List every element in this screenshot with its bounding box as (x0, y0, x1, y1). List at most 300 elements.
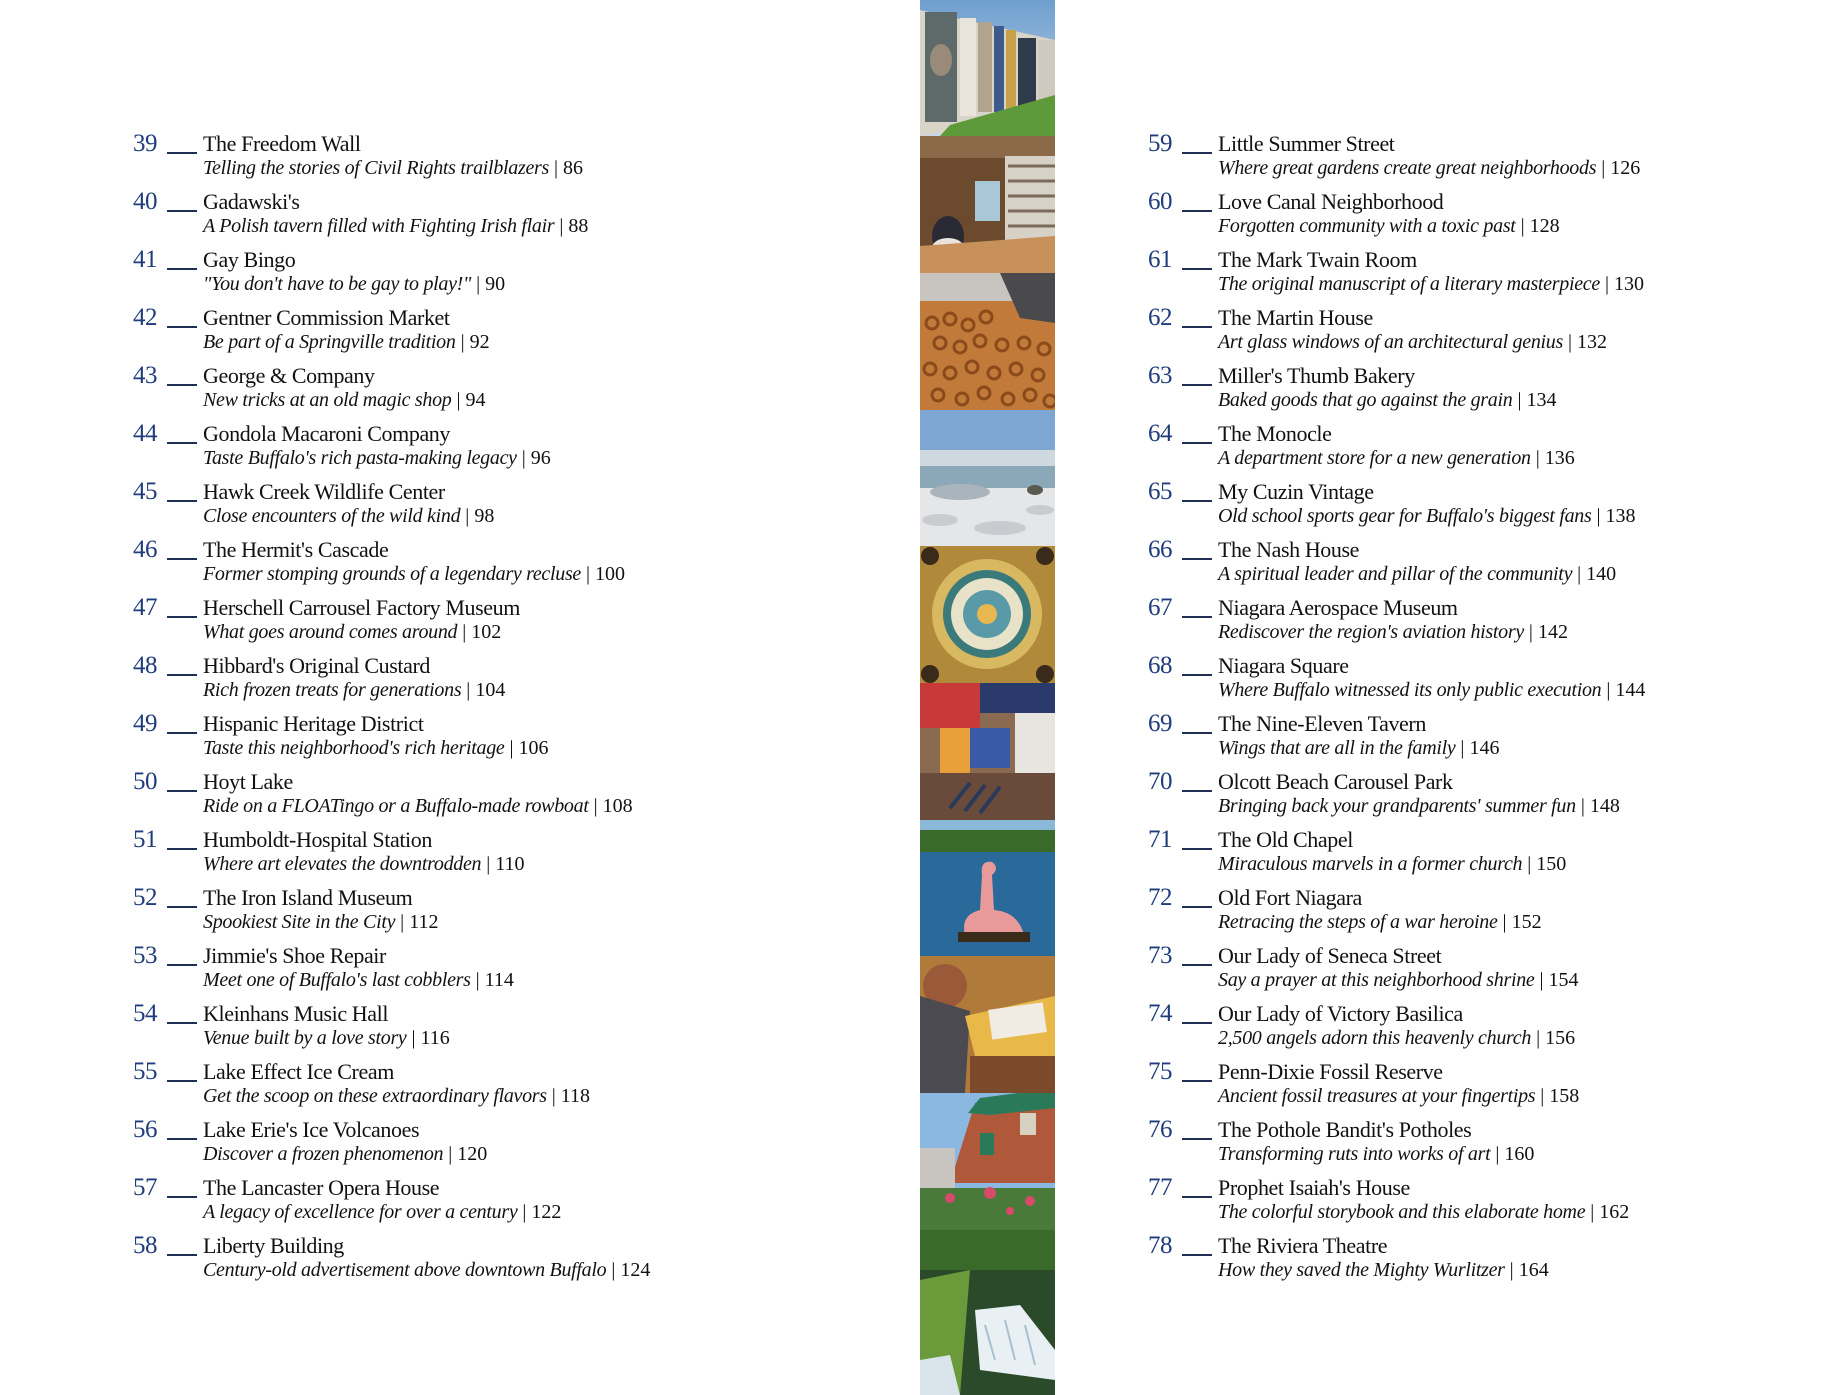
separator: | (593, 795, 598, 817)
separator: | (1540, 1085, 1545, 1107)
entry-subtitle (1218, 1085, 1579, 1107)
entry-title: George & Company (203, 363, 375, 388)
entry-subtitle (1218, 505, 1636, 527)
vintage-clothing-shop-photo (920, 683, 1055, 820)
separator: | (466, 679, 471, 701)
page-number: 90 (485, 273, 506, 295)
separator: | (551, 1085, 556, 1107)
entry-title: The Nash House (1218, 537, 1360, 562)
page-number: 116 (420, 1027, 450, 1049)
entry-title: The Lancaster Opera House (203, 1175, 440, 1200)
entry-description: A Polish tavern filled with Fighting Irish flair (203, 215, 555, 237)
toc-entry[interactable] (1148, 885, 1838, 943)
page-number: 124 (620, 1259, 651, 1281)
entry-title: Humboldt-Hospital Station (203, 827, 432, 852)
entry-description: Close encounters of the wild kind (203, 505, 461, 527)
separator: | (1528, 621, 1533, 643)
toc-entry[interactable] (133, 1001, 853, 1059)
page-number: 122 (531, 1201, 562, 1223)
page-number: 108 (602, 795, 633, 817)
leader-line (167, 964, 197, 966)
leader-line (167, 616, 197, 618)
page-number: 128 (1529, 215, 1560, 237)
entry-subtitle (1218, 795, 1620, 817)
entry-description: Ride on a FLOATingo or a Buffalo-made rowboat (203, 795, 589, 817)
page-number: 126 (1610, 157, 1641, 179)
toc-entry[interactable] (133, 1117, 853, 1175)
entry-number: 42 (133, 304, 157, 331)
toc-entry[interactable] (1148, 1059, 1838, 1117)
page-number: 150 (1536, 853, 1567, 875)
tavern-interior-photo (920, 136, 1055, 273)
entry-description: Old school sports gear for Buffalo's biggest fans (1218, 505, 1592, 527)
toc-entry[interactable] (133, 769, 853, 827)
entry-description: Rich frozen treats for generations (203, 679, 462, 701)
separator: | (476, 273, 481, 295)
leader-line (1182, 848, 1212, 850)
entry-description: Former stomping grounds of a legendary recluse (203, 563, 582, 585)
entry-number: 59 (1148, 130, 1172, 157)
entry-subtitle (203, 157, 583, 179)
entry-number: 54 (133, 1000, 157, 1027)
separator: | (448, 1143, 453, 1165)
entry-number: 77 (1148, 1174, 1172, 1201)
toc-entry[interactable] (1148, 131, 1838, 189)
entry-description: Venue built by a love story (203, 1027, 407, 1049)
entry-number: 68 (1148, 652, 1172, 679)
toc-entry[interactable] (133, 247, 853, 305)
entry-subtitle (1218, 447, 1575, 469)
entry-title: The Iron Island Museum (203, 885, 413, 910)
page-number: 114 (484, 969, 514, 991)
entry-description: Taste this neighborhood's rich heritage (203, 737, 505, 759)
leader-line (1182, 732, 1212, 734)
page-number: 164 (1518, 1259, 1549, 1281)
leader-line (1182, 210, 1212, 212)
entry-number: 73 (1148, 942, 1172, 969)
separator: | (1580, 795, 1585, 817)
entry-subtitle (203, 1259, 650, 1281)
toc-entry[interactable] (133, 363, 853, 421)
entry-number: 75 (1148, 1058, 1172, 1085)
toc-entry[interactable] (1148, 537, 1838, 595)
entry-subtitle (1218, 157, 1640, 179)
separator: | (1601, 157, 1606, 179)
entry-description: Wings that are all in the family (1218, 737, 1456, 759)
entry-description: A legacy of excellence for over a century (203, 1201, 518, 1223)
separator: | (465, 505, 470, 527)
entry-description: Century-old advertisement above downtown Buffalo (203, 1259, 607, 1281)
entry-number: 58 (133, 1232, 157, 1259)
entry-description: Say a prayer at this neighborhood shrine (1218, 969, 1535, 991)
entry-description: Telling the stories of Civil Rights trailblazers (203, 157, 550, 179)
entry-description: Baked goods that go against the grain (1218, 389, 1513, 411)
entry-subtitle (1218, 331, 1607, 353)
leader-line (1182, 1022, 1212, 1024)
leader-line (167, 906, 197, 908)
page-number: 110 (495, 853, 525, 875)
entry-title: Hispanic Heritage District (203, 711, 424, 736)
toc-entry[interactable] (133, 1059, 853, 1117)
leader-line (167, 210, 197, 212)
photo-strip (920, 0, 1055, 1395)
toc-entry[interactable] (133, 537, 853, 595)
leader-line (1182, 1080, 1212, 1082)
entry-title: Liberty Building (203, 1233, 344, 1258)
entry-number: 65 (1148, 478, 1172, 505)
entry-title: The Freedom Wall (203, 131, 361, 156)
entry-number: 64 (1148, 420, 1172, 447)
toc-entry[interactable] (1148, 421, 1838, 479)
entry-title: The Riviera Theatre (1218, 1233, 1388, 1258)
entry-subtitle (1218, 1259, 1549, 1281)
page-number: 118 (560, 1085, 591, 1107)
entry-number: 57 (133, 1174, 157, 1201)
leader-line (1182, 790, 1212, 792)
page-number: 146 (1469, 737, 1500, 759)
entry-number: 51 (133, 826, 157, 853)
leader-line (1182, 1196, 1212, 1198)
leader-line (1182, 500, 1212, 502)
separator: | (509, 737, 514, 759)
entry-description: What goes around comes around (203, 621, 458, 643)
entry-number: 62 (1148, 304, 1172, 331)
entry-subtitle (1218, 853, 1566, 875)
entry-title: The Martin House (1218, 305, 1373, 330)
entry-subtitle (203, 1201, 561, 1223)
toc-entry[interactable] (1148, 189, 1838, 247)
toc-entry[interactable] (1148, 653, 1838, 711)
page-number: 102 (471, 621, 502, 643)
toc-entry[interactable] (133, 827, 853, 885)
entry-description: Where Buffalo witnessed its only public execution (1218, 679, 1602, 701)
entry-description: Where great gardens create great neighborhoods (1218, 157, 1597, 179)
entry-subtitle (203, 1085, 590, 1107)
page-number: 132 (1576, 331, 1607, 353)
entry-number: 78 (1148, 1232, 1172, 1259)
entry-title: The Nine-Eleven Tavern (1218, 711, 1426, 736)
entry-description: Transforming ruts into works of art (1218, 1143, 1491, 1165)
entry-subtitle (1218, 215, 1560, 237)
page-number: 142 (1537, 621, 1568, 643)
separator: | (522, 1201, 527, 1223)
entry-number: 63 (1148, 362, 1172, 389)
separator: | (411, 1027, 416, 1049)
entry-title: Herschell Carrousel Factory Museum (203, 595, 520, 620)
leader-line (1182, 964, 1212, 966)
leader-line (167, 674, 197, 676)
entry-number: 60 (1148, 188, 1172, 215)
toc-entry[interactable] (133, 305, 853, 363)
entry-title: The Monocle (1218, 421, 1332, 446)
entry-title: The Pothole Bandit's Potholes (1218, 1117, 1472, 1142)
leader-line (167, 1196, 197, 1198)
separator: | (1509, 1259, 1514, 1281)
entry-description: Forgotten community with a toxic past (1218, 215, 1516, 237)
leader-line (167, 848, 197, 850)
entry-title: Prophet Isaiah's House (1218, 1175, 1410, 1200)
entry-subtitle (1218, 1143, 1534, 1165)
shoe-repair-photo (920, 956, 1055, 1093)
entry-subtitle (1218, 679, 1645, 701)
flamingo-pedal-boat-photo (920, 820, 1055, 956)
page-number: 162 (1599, 1201, 1630, 1223)
entry-number: 56 (133, 1116, 157, 1143)
entry-number: 72 (1148, 884, 1172, 911)
entry-subtitle (203, 737, 549, 759)
entry-number: 46 (133, 536, 157, 563)
entry-number: 48 (133, 652, 157, 679)
leader-line (1182, 1254, 1212, 1256)
page-number: 152 (1511, 911, 1542, 933)
entry-title: My Cuzin Vintage (1218, 479, 1374, 504)
entry-description: A department store for a new generation (1218, 447, 1531, 469)
toc-entry[interactable] (133, 1233, 853, 1291)
entry-number: 53 (133, 942, 157, 969)
entry-subtitle (203, 679, 505, 701)
entry-subtitle (203, 621, 501, 643)
page-number: 148 (1589, 795, 1620, 817)
entry-subtitle (1218, 969, 1579, 991)
leader-line (1182, 326, 1212, 328)
entry-title: Gondola Macaroni Company (203, 421, 451, 446)
entry-subtitle (203, 563, 625, 585)
entry-description: Discover a frozen phenomenon (203, 1143, 444, 1165)
page-number: 120 (457, 1143, 488, 1165)
leader-line (167, 558, 197, 560)
entry-title: Lake Effect Ice Cream (203, 1059, 394, 1084)
entry-number: 66 (1148, 536, 1172, 563)
entry-subtitle (1218, 911, 1542, 933)
entry-number: 45 (133, 478, 157, 505)
leader-line (1182, 384, 1212, 386)
leader-line (1182, 152, 1212, 154)
toc-entry[interactable] (133, 479, 853, 537)
entry-number: 61 (1148, 246, 1172, 273)
entry-title: Gentner Commission Market (203, 305, 450, 330)
toc-entry[interactable] (1148, 595, 1838, 653)
entry-title: Hibbard's Original Custard (203, 653, 430, 678)
entry-title: The Old Chapel (1218, 827, 1353, 852)
entry-subtitle (203, 273, 505, 295)
separator: | (1502, 911, 1507, 933)
separator: | (1460, 737, 1465, 759)
entry-title: Niagara Square (1218, 653, 1349, 678)
leader-line (167, 442, 197, 444)
separator: | (462, 621, 467, 643)
entry-description: Art glass windows of an architectural genius (1218, 331, 1563, 353)
toc-entry[interactable] (133, 943, 853, 1001)
separator: | (486, 853, 491, 875)
separator: | (1517, 389, 1522, 411)
entry-subtitle (203, 505, 494, 527)
separator: | (460, 331, 465, 353)
entry-subtitle (203, 1143, 487, 1165)
entry-title: Hawk Creek Wildlife Center (203, 479, 445, 504)
entry-subtitle (203, 1027, 450, 1049)
entry-description: How they saved the Mighty Wurlitzer (1218, 1259, 1505, 1281)
separator: | (559, 215, 564, 237)
toc-entry[interactable] (1148, 1233, 1838, 1291)
entry-number: 40 (133, 188, 157, 215)
entry-subtitle (203, 911, 438, 933)
entry-description: Miraculous marvels in a former church (1218, 853, 1523, 875)
toc-entry[interactable] (1148, 363, 1838, 421)
leader-line (167, 1080, 197, 1082)
entry-title: Love Canal Neighborhood (1218, 189, 1444, 214)
toc-entry[interactable] (1148, 1001, 1838, 1059)
page-number: 130 (1613, 273, 1644, 295)
entry-subtitle (203, 389, 485, 411)
separator: | (1606, 679, 1611, 701)
separator: | (1567, 331, 1572, 353)
entry-title: Penn-Dixie Fossil Reserve (1218, 1059, 1443, 1084)
leader-line (1182, 442, 1212, 444)
entry-number: 69 (1148, 710, 1172, 737)
toc-entry[interactable] (133, 189, 853, 247)
page-number: 138 (1605, 505, 1636, 527)
ice-volcanoes-shore-photo (920, 410, 1055, 546)
leader-line (1182, 616, 1212, 618)
separator: | (586, 563, 591, 585)
entry-subtitle (1218, 1027, 1575, 1049)
entry-title: Lake Erie's Ice Volcanoes (203, 1117, 420, 1142)
toc-entry[interactable] (1148, 943, 1838, 1001)
entry-title: Olcott Beach Carousel Park (1218, 769, 1453, 794)
entry-subtitle (203, 853, 525, 875)
toc-entry[interactable] (1148, 479, 1838, 537)
toc-entry[interactable] (133, 711, 853, 769)
entry-description: Get the scoop on these extraordinary flavors (203, 1085, 547, 1107)
entry-subtitle (203, 795, 633, 817)
toc-entry[interactable] (1148, 247, 1838, 305)
entry-subtitle (1218, 563, 1616, 585)
page-number: 136 (1544, 447, 1575, 469)
page-number: 154 (1548, 969, 1579, 991)
separator: | (400, 911, 405, 933)
toc-entry[interactable] (133, 421, 853, 479)
leader-line (167, 326, 197, 328)
separator: | (1536, 1027, 1541, 1049)
leader-line (1182, 906, 1212, 908)
page-number: 88 (568, 215, 589, 237)
page-number: 134 (1526, 389, 1557, 411)
entry-subtitle (203, 969, 514, 991)
leader-line (1182, 558, 1212, 560)
entry-subtitle (203, 447, 551, 469)
toc-entry[interactable] (1148, 711, 1838, 769)
toc-entry[interactable] (1148, 1175, 1838, 1233)
entry-title: The Hermit's Cascade (203, 537, 389, 562)
separator: | (475, 969, 480, 991)
entry-description: "You don't have to be gay to play!" (203, 273, 472, 295)
page-number: 94 (465, 389, 486, 411)
separator: | (1596, 505, 1601, 527)
page-number: 144 (1615, 679, 1646, 701)
toc-entry[interactable] (1148, 769, 1838, 827)
entry-description: The colorful storybook and this elaborate home (1218, 1201, 1586, 1223)
entry-number: 39 (133, 130, 157, 157)
toc-entry[interactable] (1148, 827, 1838, 885)
separator: | (1604, 273, 1609, 295)
page-number: 92 (469, 331, 490, 353)
page-number: 160 (1504, 1143, 1535, 1165)
page-number: 158 (1549, 1085, 1580, 1107)
entry-title: Hoyt Lake (203, 769, 293, 794)
leader-line (167, 500, 197, 502)
page-number: 156 (1545, 1027, 1576, 1049)
entry-description: Ancient fossil treasures at your fingertips (1218, 1085, 1536, 1107)
toc-entry[interactable] (133, 653, 853, 711)
entry-description: Retracing the steps of a war heroine (1218, 911, 1498, 933)
leader-line (167, 384, 197, 386)
entry-number: 44 (133, 420, 157, 447)
toc-entry[interactable] (1148, 1117, 1838, 1175)
cereal-factory-photo (920, 273, 1055, 410)
leader-line (1182, 674, 1212, 676)
toc-entry[interactable] (133, 595, 853, 653)
separator: | (1539, 969, 1544, 991)
leader-line (1182, 1138, 1212, 1140)
entry-subtitle (1218, 737, 1499, 759)
page-number: 140 (1586, 563, 1617, 585)
leader-line (167, 268, 197, 270)
entry-number: 55 (133, 1058, 157, 1085)
leader-line (1182, 268, 1212, 270)
entry-description: Meet one of Buffalo's last cobblers (203, 969, 471, 991)
entry-description: Bringing back your grandparents' summer fun (1218, 795, 1576, 817)
toc-entry[interactable] (1148, 305, 1838, 363)
separator: | (521, 447, 526, 469)
entry-title: The Mark Twain Room (1218, 247, 1417, 272)
entry-title: Miller's Thumb Bakery (1218, 363, 1415, 388)
separator: | (611, 1259, 616, 1281)
entry-title: Gadawski's (203, 189, 300, 214)
page-number: 100 (595, 563, 626, 585)
entry-number: 49 (133, 710, 157, 737)
entry-description: 2,500 angels adorn this heavenly church (1218, 1027, 1532, 1049)
separator: | (1527, 853, 1532, 875)
entry-description: A spiritual leader and pillar of the community (1218, 563, 1573, 585)
entry-number: 52 (133, 884, 157, 911)
entry-number: 74 (1148, 1000, 1172, 1027)
separator: | (456, 389, 461, 411)
page-number: 96 (530, 447, 551, 469)
separator: | (1535, 447, 1540, 469)
toc-entry[interactable] (133, 131, 853, 189)
page-number: 112 (409, 911, 439, 933)
toc-entry[interactable] (133, 885, 853, 943)
entry-description: Taste Buffalo's rich pasta-making legacy (203, 447, 517, 469)
toc-entry[interactable] (133, 1175, 853, 1233)
page-number: 98 (474, 505, 495, 527)
page-number: 104 (475, 679, 506, 701)
separator: | (1495, 1143, 1500, 1165)
entry-title: Kleinhans Music Hall (203, 1001, 389, 1026)
entry-subtitle (203, 215, 588, 237)
entry-title: Our Lady of Victory Basilica (1218, 1001, 1463, 1026)
entry-number: 41 (133, 246, 157, 273)
separator: | (1577, 563, 1582, 585)
entry-title: Niagara Aerospace Museum (1218, 595, 1458, 620)
leader-line (167, 152, 197, 154)
entry-title: Jimmie's Shoe Repair (203, 943, 386, 968)
entry-subtitle (1218, 273, 1644, 295)
entry-title: Our Lady of Seneca Street (1218, 943, 1442, 968)
leader-line (167, 732, 197, 734)
entry-title: Gay Bingo (203, 247, 296, 272)
entry-number: 76 (1148, 1116, 1172, 1143)
